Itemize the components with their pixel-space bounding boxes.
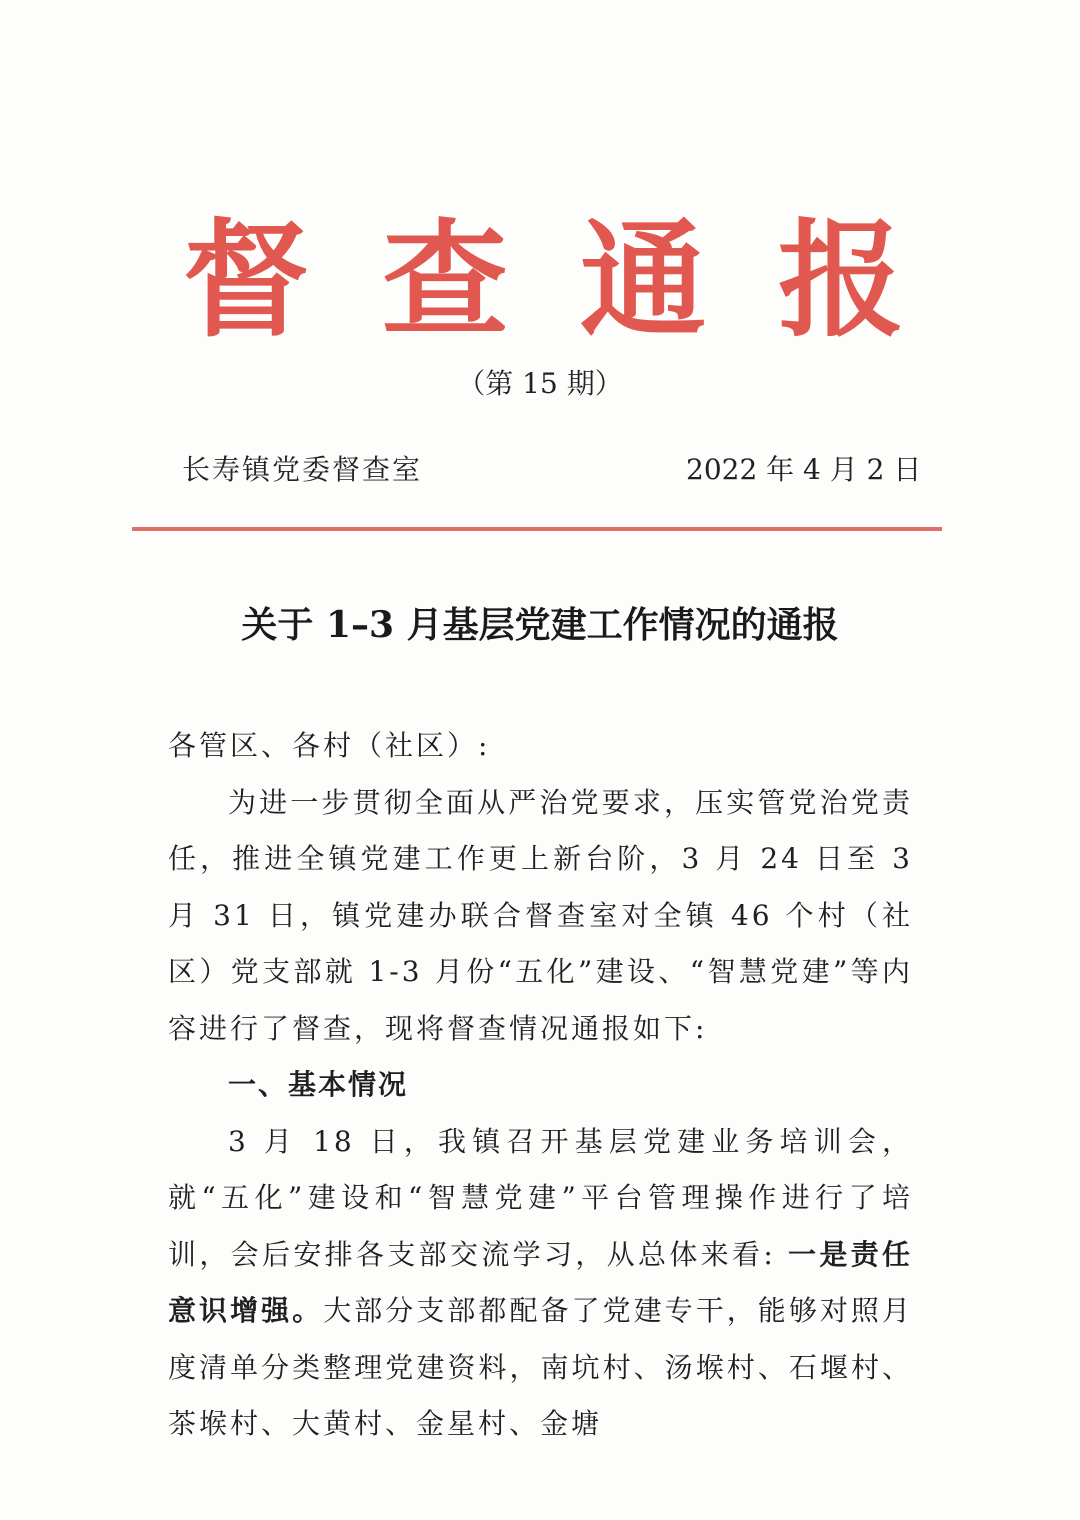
paragraph-intro: 为进一步贯彻全面从严治党要求，压实管党治党责任，推进全镇党建工作更上新台阶，3 月 24 日至 3 月 31 日，镇党建办联合督查室对全镇 46 个村（社区）党支部就 1-3 月份“五化”建设、“智慧党建”等内容进行了督查，现将督查情况通报如下: — [168, 785, 913, 1045]
masthead-char-3: 通 — [580, 206, 706, 354]
masthead-char-2: 查 — [382, 206, 508, 354]
document-body — [168, 718, 913, 1453]
paragraph-text-part-1: 3 月 18 日，我镇召开基层党建业务培训会，就“五化”建设和“智慧党建”平台管理操作进行了培训，会后安排各支部交流学习，从总体来看: — [168, 1124, 913, 1271]
masthead-char-4: 报 — [778, 206, 904, 354]
masthead — [0, 205, 1080, 355]
paragraph-basic-situation — [168, 1114, 913, 1453]
red-divider-line — [132, 527, 942, 531]
paragraph-bold-point: 一是责任意识增强。 — [168, 1237, 913, 1327]
issue-number: （第 15 期） — [457, 367, 623, 400]
document-title: 关于 1–3 月基层党建工作情况的通报 — [241, 604, 839, 646]
issuing-office: 长寿镇党委督查室 — [182, 453, 423, 486]
paragraph-text-part-2: 大部分支部都配备了党建专干，能够对照月度清单分类整理党建资料，南坑村、汤堠村、石堰村、茶堠村、大黄村、金星村、金塘 — [168, 1294, 913, 1440]
masthead-char-1: 督 — [183, 206, 309, 354]
section-heading-basic-situation: 一、基本情况 — [228, 1068, 409, 1101]
issue-date: 2022 年 4 月 2 日 — [686, 453, 922, 486]
salutation: 各管区、各村（社区）: — [168, 729, 491, 762]
